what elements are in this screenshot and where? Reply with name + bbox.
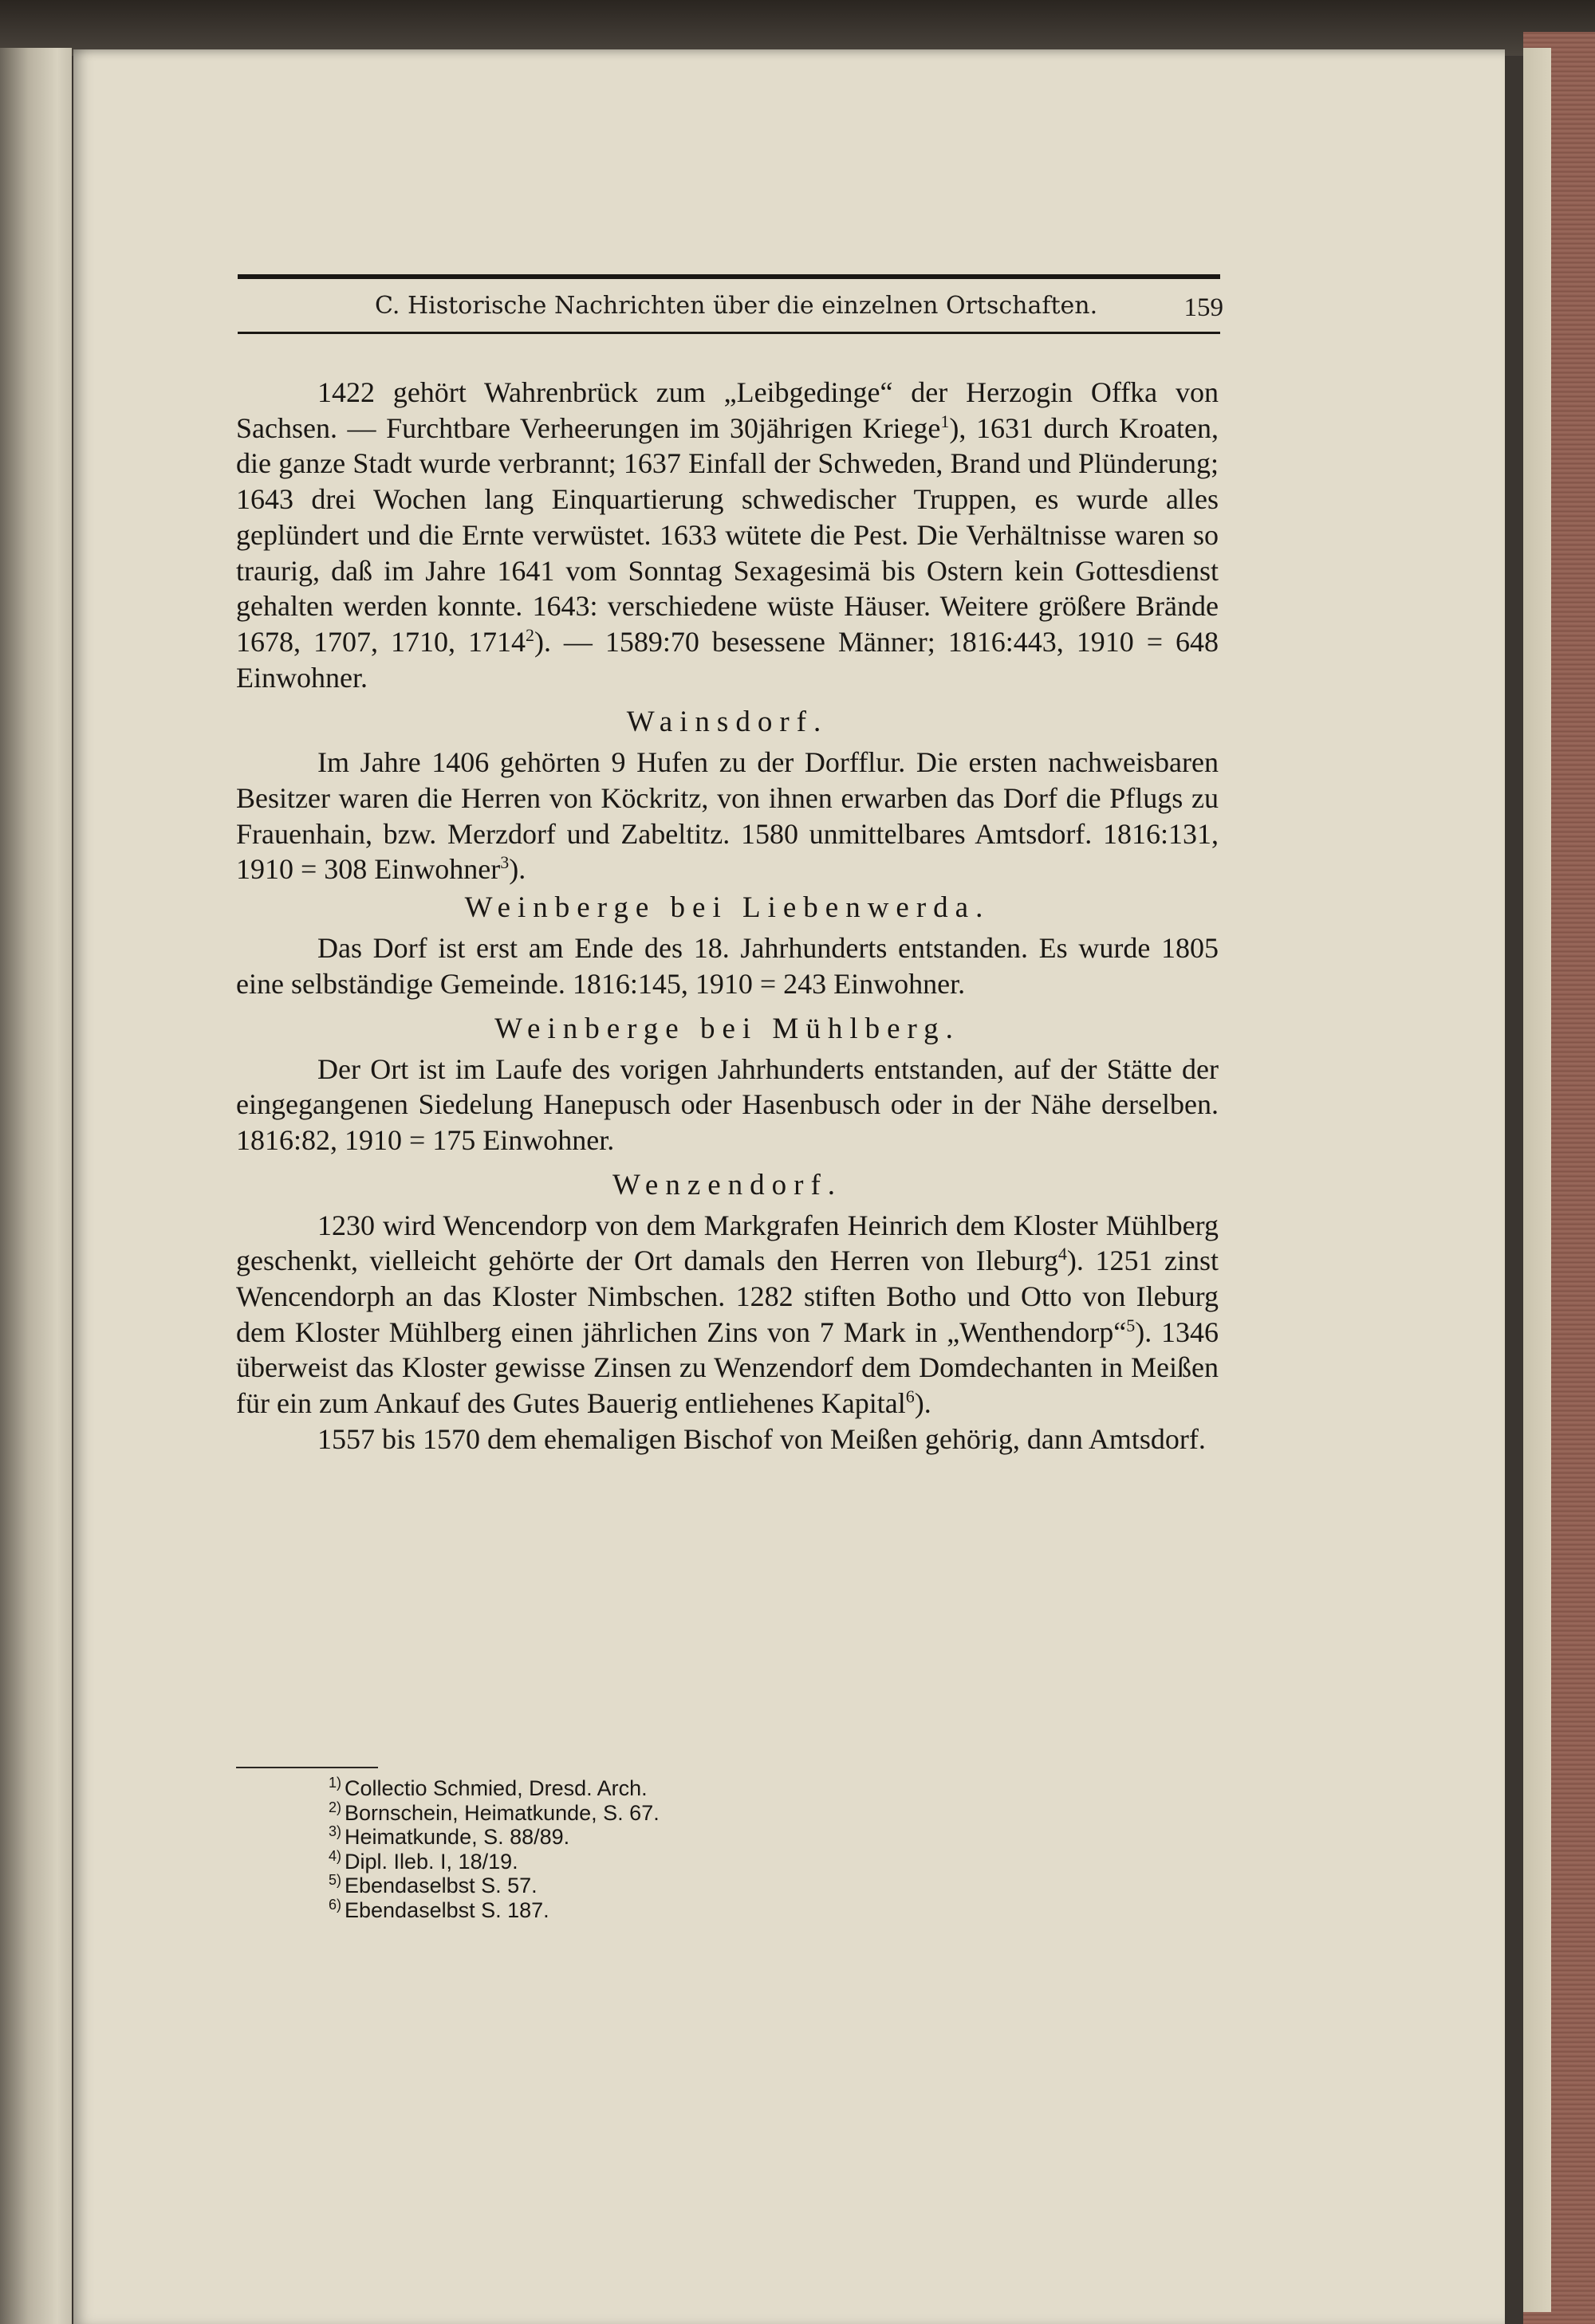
- footnote-ref-1: 1: [940, 411, 950, 431]
- footnote-2: 2) Bornschein, Heimatkunde, S. 67.: [328, 1799, 660, 1825]
- footnote-5: 5) Ebendaselbst S. 57.: [328, 1872, 538, 1897]
- paragraph-wahrenbrueck: [236, 375, 1219, 695]
- text-run: ).: [914, 1387, 931, 1420]
- footnote-text: Ebendaselbst S. 187.: [345, 1897, 549, 1922]
- footnote-4: 4) Dipl. Ileb. I, 18/19.: [328, 1847, 518, 1874]
- footnote-text: Ebendaselbst S. 57.: [345, 1874, 538, 1897]
- footnote-ref-6: 6: [905, 1386, 915, 1407]
- paragraph-weinberge-muehlberg: Der Ort ist im Laufe des vorigen Jahrhunderts entstanden, auf der Stätte der eingegangenen Siedelung Hanepusch oder Hasenbusch oder in der Nähe derselben. 1816:82, 1910 = 175 Einwohner.: [236, 1052, 1219, 1156]
- main-text: [236, 375, 1219, 1457]
- footnote-text: Dipl. Ileb. I, 18/19.: [345, 1849, 518, 1874]
- footnote-1: 1) Collectio Schmied, Dresd. Arch.: [328, 1775, 648, 1800]
- text-run: 1230 wird Wencendorp von dem Markgrafen Heinrich dem Kloster Mühlberg geschenkt, vielleicht gehörte der Ort damals den Herren von Ileburg: [236, 1209, 1219, 1277]
- footnote-3: 3) Heimatkunde, S. 88/89.: [328, 1823, 570, 1849]
- text-run: ). 1346 überweist das Kloster gewisse Zinsen zu Wenzendorf dem Domdechanten in Meißen für ein zum Ankauf des Gutes Bauerig entliehenes Kapital: [236, 1315, 1219, 1420]
- heading-weinberge-muehlberg: Weinberge bei Mühlberg.: [494, 1012, 960, 1045]
- footnote-ref-5: 5: [1126, 1315, 1136, 1335]
- footnote-ref-3: 3: [500, 852, 510, 873]
- text-run: ).: [509, 853, 526, 886]
- text-run: Im Jahre 1406 gehörten 9 Hufen zu der Dorfflur. Die ersten nachweisbaren Besitzer waren die Herren von Köckritz, von ihnen erwarben das Dorf die Pflugs zu Frauenhain, bzw. Merzdorf und Zabeltitz. 1580 unmittelbares Amtsdorf. 1816:131, 1910 = 308 Einwohner: [236, 746, 1219, 886]
- paragraph-weinberge-liebenwerda: Das Dorf ist erst am Ende des 18. Jahrhunderts entstanden. Es wurde 1805 eine selbständige Gemeinde. 1816:145, 1910 = 243 Einwohner.: [236, 932, 1219, 1000]
- page-stack-edge: [1523, 48, 1551, 2312]
- text-run: ). — 1589:70 besessene Männer; 1816:443, 1910 = 648 Einwohner.: [236, 625, 1219, 694]
- paragraph-wainsdorf: [236, 745, 1219, 887]
- paragraph-wenzendorf-1: [236, 1208, 1219, 1422]
- page-number: 159: [1183, 293, 1223, 322]
- heading-weinberge-liebenwerda: Weinberge bei Liebenwerda.: [464, 891, 990, 925]
- footnote-ref-2: 2: [525, 624, 534, 645]
- heading-wainsdorf: Wainsdorf.: [626, 706, 829, 739]
- scan-top-border: [0, 0, 1595, 56]
- footnote-text: Collectio Schmied, Dresd. Arch.: [345, 1776, 648, 1800]
- footnote-6: 6) Ebendaselbst S. 187.: [328, 1896, 549, 1922]
- footnote-ref-4: 4: [1057, 1244, 1067, 1264]
- text-run: 1422 gehört Wahrenbrück zum „Leibgedinge“ der Herzogin Offka von Sachsen. — Furchtbare Verheerungen im 30jährigen Kriege: [236, 376, 1219, 444]
- footnote-text: Bornschein, Heimatkunde, S. 67.: [345, 1800, 660, 1825]
- header-rule-bottom: [238, 332, 1220, 334]
- facing-page-edge: [0, 48, 72, 2324]
- text-run: ), 1631 durch Kroaten, die ganze Stadt wurde verbrannt; 1637 Einfall der Schweden, Brand und Plünderung; 1643 drei Wochen lang Einquartierung schwedischer Truppen, es wurde alles geplündert und die Ernte verwüstet. 1633 wütete die Pest. Die Verhältnisse waren so traurig, daß im Jahre 1641 vom Sonntag Sexagesimä bis Ostern kein Gottesdienst gehalten werden konnte. 1643: verschiedene wüste Häuser. Weitere größere Brände 1678, 1707, 1710, 1714: [236, 411, 1219, 658]
- footnotes: [327, 1776, 965, 1922]
- paragraph-wenzendorf-2: 1557 bis 1570 dem ehemaligen Bischof von Meißen gehörig, dann Amtsdorf.: [317, 1422, 1206, 1455]
- text-run: ). 1251 zinst Wencendorph an das Kloster Nimbschen. 1282 stiften Botho und Otto von Ileburg dem Kloster Mühlberg einen jährlichen Zins von 7 Mark in „Wenthendorp“: [236, 1245, 1219, 1348]
- footnote-divider: [236, 1767, 378, 1768]
- footnote-text: Heimatkunde, S. 88/89.: [345, 1825, 570, 1849]
- heading-wenzendorf: Wenzendorf.: [612, 1168, 843, 1201]
- running-title: C. Historische Nachrichten über die einzelnen Ortschaften.: [375, 292, 1098, 320]
- header-rule-top: [238, 274, 1220, 279]
